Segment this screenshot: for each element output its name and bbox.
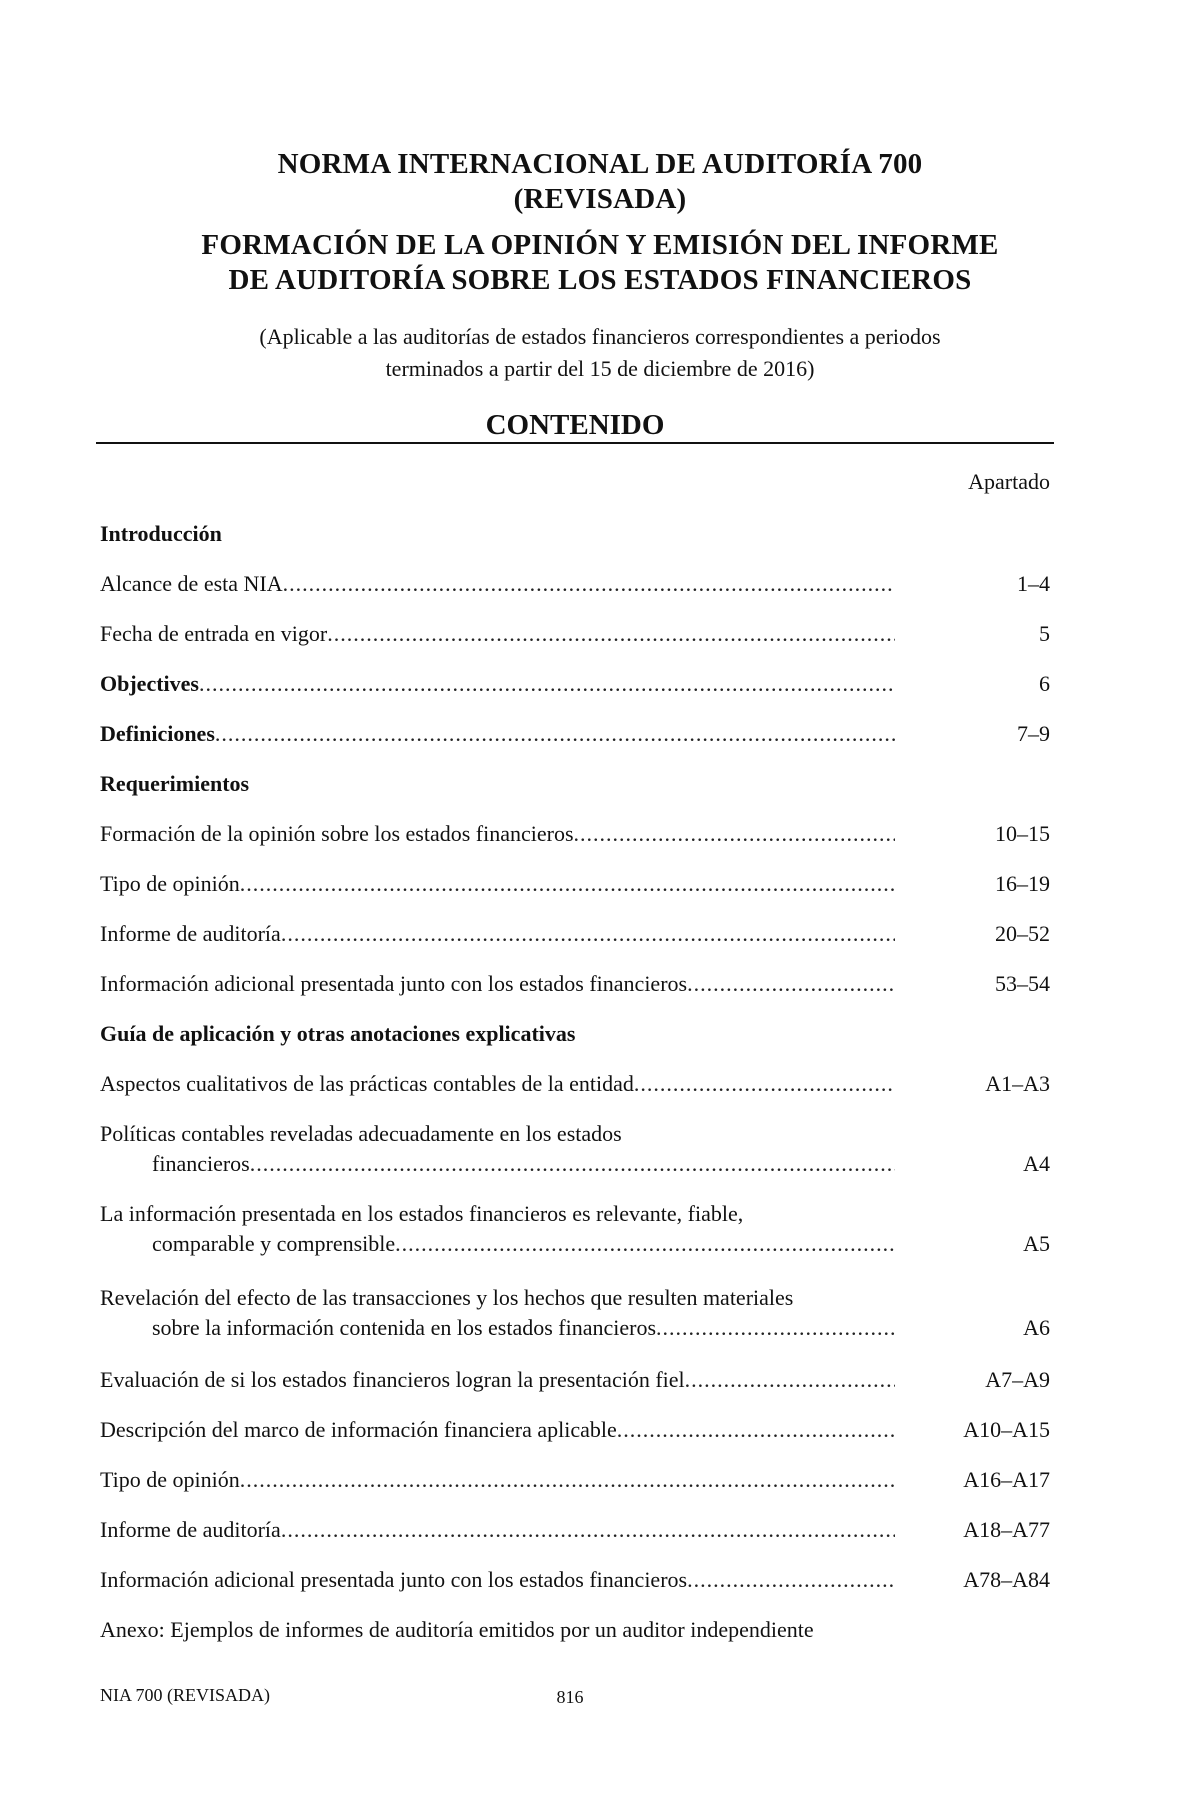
entry-label: Formación de la opinión sobre los estados financieros — [100, 821, 574, 846]
section-label: Requerimientos — [100, 771, 250, 796]
entry-label: Objectives — [100, 671, 199, 696]
title-line: FORMACIÓN DE LA OPINIÓN Y EMISIÓN DEL INFORME — [201, 229, 999, 261]
toc-entry — [100, 1365, 1050, 1395]
entry-label-line1: La información presentada en los estados financieros es relevante, fiable, — [100, 1201, 744, 1226]
paragraph-reference: 20–52 — [995, 921, 1050, 946]
entry-label-line1: Políticas contables reveladas adecuadamente en los estados — [100, 1121, 622, 1146]
toc-entry — [100, 619, 1050, 649]
toc-section-heading — [100, 519, 1050, 549]
paragraph-reference: A18–A77 — [963, 1517, 1050, 1542]
page-number: 816 — [556, 1687, 584, 1707]
toc-entry — [100, 1515, 1050, 1545]
entry-label: Alcance de esta NIA — [100, 571, 283, 596]
entry-line — [100, 1565, 1050, 1595]
applicability-note — [120, 321, 1080, 385]
entry-label: Información adicional presentada junto con los estados financieros — [100, 971, 688, 996]
entry-label: Aspectos cualitativos de las prácticas contables de la entidad — [100, 1071, 634, 1096]
note-line: (Aplicable a las auditorías de estados financieros correspondientes a periodos — [259, 324, 941, 349]
paragraph-reference: A4 — [1023, 1151, 1050, 1176]
entry-line — [100, 619, 1050, 649]
toc-annex-line — [100, 1615, 1050, 1645]
title-line: NORMA INTERNACIONAL DE AUDITORÍA 700 — [277, 148, 923, 180]
toc-entry — [100, 1415, 1050, 1445]
contents-heading: CONTENIDO — [485, 409, 665, 441]
toc-entry — [100, 669, 1050, 699]
entry-label: Informe de auditoría — [100, 921, 281, 946]
dot-leader — [240, 1465, 895, 1495]
dot-leader — [281, 919, 895, 949]
standard-subject-title — [100, 228, 1100, 298]
toc-section-heading — [100, 1019, 1050, 1049]
entry-label-line1: Revelación del efecto de las transacciones y los hechos que resulten materiales — [100, 1285, 794, 1310]
paragraph-reference: 7–9 — [1017, 721, 1050, 746]
paragraph-reference: 6 — [1039, 671, 1050, 696]
toc-entry — [100, 569, 1050, 599]
paragraph-reference: A10–A15 — [963, 1417, 1050, 1442]
standard-title — [100, 147, 1100, 217]
dot-leader — [240, 869, 895, 899]
dot-leader — [281, 1515, 895, 1545]
entry-line — [100, 719, 1050, 749]
dot-leader — [687, 1565, 895, 1595]
paragraph-reference: A1–A3 — [985, 1071, 1050, 1096]
dot-leader — [656, 1313, 895, 1343]
annex-label: Anexo: Ejemplos de informes de auditoría emitidos por un auditor independiente — [100, 1617, 814, 1642]
heading-rule — [96, 442, 1054, 444]
toc-entry — [100, 1119, 1050, 1179]
entry-label: financieros — [152, 1151, 250, 1176]
toc-entry — [100, 1199, 1050, 1259]
title-line: (REVISADA) — [513, 183, 687, 215]
entry-label: Tipo de opinión — [100, 871, 240, 896]
paragraph-reference: A5 — [1023, 1231, 1050, 1256]
paragraph-reference: 53–54 — [995, 971, 1050, 996]
section-label: Introducción — [100, 521, 222, 546]
toc-entry — [100, 1465, 1050, 1495]
toc-entry — [100, 869, 1050, 899]
entry-label: Definiciones — [100, 721, 215, 746]
dot-leader — [199, 669, 895, 699]
paragraph-column-header: Apartado — [968, 469, 1050, 494]
paragraph-reference: 16–19 — [995, 871, 1050, 896]
dot-leader — [327, 619, 895, 649]
toc-entry — [100, 819, 1050, 849]
entry-label: Descripción del marco de información financiera aplicable — [100, 1417, 617, 1442]
entry-line — [100, 869, 1050, 899]
toc-entry — [100, 1283, 1050, 1343]
dot-leader — [685, 1365, 895, 1395]
dot-leader — [215, 719, 895, 749]
entry-line — [100, 819, 1050, 849]
paragraph-reference: A7–A9 — [985, 1367, 1050, 1392]
entry-label: Evaluación de si los estados financieros logran la presentación fiel — [100, 1367, 685, 1392]
paragraph-reference: 5 — [1039, 621, 1050, 646]
toc-entry — [100, 1069, 1050, 1099]
entry-line — [100, 569, 1050, 599]
dot-leader — [395, 1229, 895, 1259]
paragraph-reference: A16–A17 — [963, 1467, 1050, 1492]
entry-line — [100, 919, 1050, 949]
entry-label: Informe de auditoría — [100, 1517, 281, 1542]
paragraph-reference: 10–15 — [995, 821, 1050, 846]
dot-leader — [634, 1069, 895, 1099]
toc-entry — [100, 969, 1050, 999]
dot-leader — [250, 1149, 895, 1179]
entry-label: comparable y comprensible — [152, 1231, 396, 1256]
title-line: DE AUDITORÍA SOBRE LOS ESTADOS FINANCIEROS — [228, 264, 972, 296]
entry-label: Tipo de opinión — [100, 1467, 240, 1492]
entry-line — [100, 1149, 1050, 1179]
entry-line — [100, 669, 1050, 699]
entry-line — [100, 1069, 1050, 1099]
entry-line — [100, 1229, 1050, 1259]
entry-line — [100, 1415, 1050, 1445]
toc-section-heading — [100, 769, 1050, 799]
dot-leader — [617, 1415, 895, 1445]
dot-leader — [574, 819, 895, 849]
paragraph-reference: A6 — [1023, 1315, 1050, 1340]
entry-label: sobre la información contenida en los estados financieros — [152, 1315, 657, 1340]
paragraph-reference: 1–4 — [1017, 571, 1050, 596]
entry-line — [100, 969, 1050, 999]
paragraph-reference: A78–A84 — [963, 1567, 1050, 1592]
entry-line — [100, 1515, 1050, 1545]
entry-line — [100, 1365, 1050, 1395]
dot-leader — [283, 569, 895, 599]
footer-standard-name: NIA 700 (REVISADA) — [100, 1685, 270, 1705]
section-label: Guía de aplicación y otras anotaciones explicativas — [100, 1021, 576, 1046]
note-line: terminados a partir del 15 de diciembre de 2016) — [385, 356, 815, 381]
toc-entry — [100, 919, 1050, 949]
entry-label: Fecha de entrada en vigor — [100, 621, 328, 646]
entry-line — [100, 1465, 1050, 1495]
toc-entry — [100, 1565, 1050, 1595]
dot-leader — [687, 969, 895, 999]
toc-entry — [100, 719, 1050, 749]
entry-label: Información adicional presentada junto con los estados financieros — [100, 1567, 688, 1592]
entry-line — [100, 1313, 1050, 1343]
